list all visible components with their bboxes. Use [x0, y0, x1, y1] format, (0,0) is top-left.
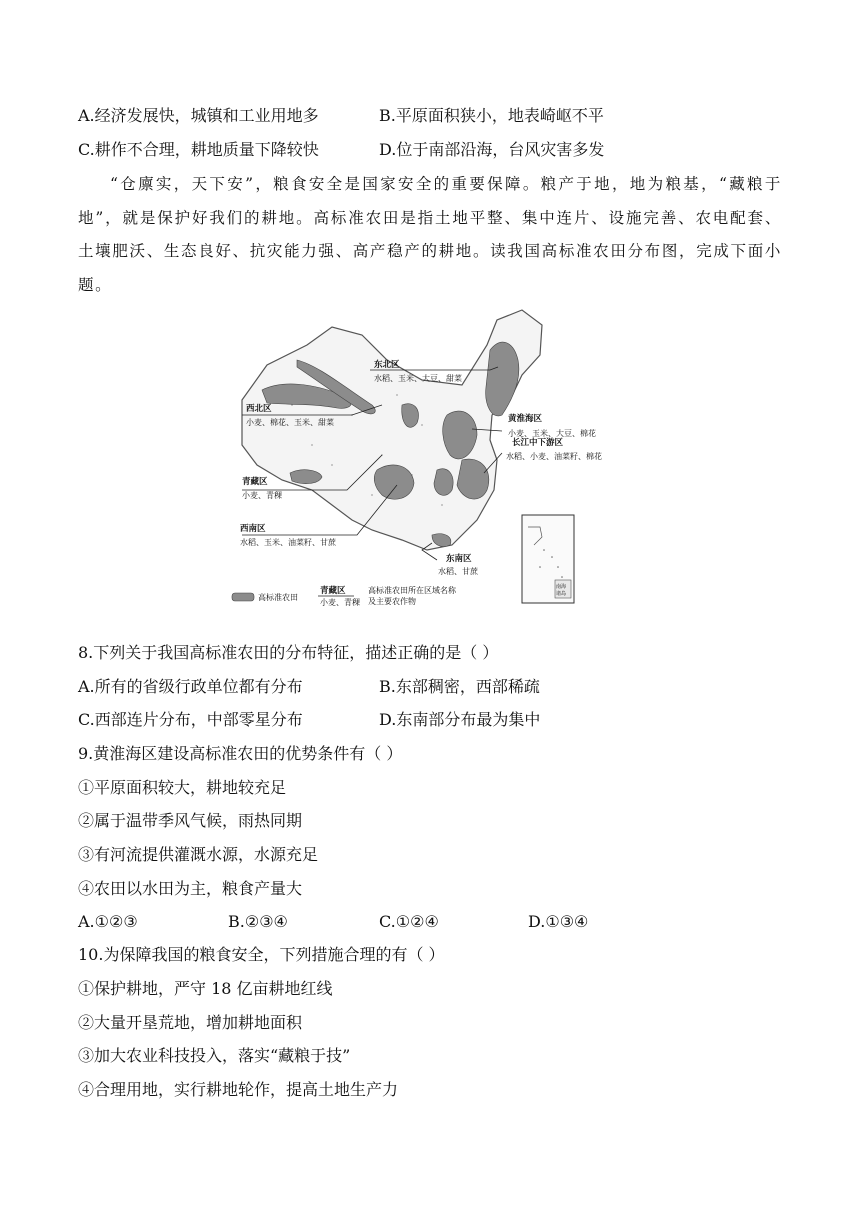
q9-option-a: A.①②③ — [78, 912, 138, 931]
crops-northeast: 水稻、玉米、大豆、甜菜 — [374, 374, 462, 383]
label-southwest: 西南区 — [240, 524, 266, 534]
q9-item-2: ②属于温带季风气候，雨热同期 — [78, 811, 303, 830]
q7-option-a: A.经济发展快，城镇和工业用地多 — [78, 106, 319, 125]
q9-option-d: D.①③④ — [528, 912, 589, 931]
q8-stem: 8.下列关于我国高标准农田的分布特征，描述正确的是（ ） — [78, 643, 499, 662]
legend-example-name: 青藏区 — [320, 586, 346, 596]
legend-explain-1: 高标准农田所在区域名称 — [368, 586, 456, 595]
farmland-tibet — [290, 470, 322, 484]
inset-label-2: 诸岛 — [556, 591, 567, 597]
crops-huanghuai: 小麦、玉米、大豆、棉花 — [508, 429, 596, 438]
crops-qingzang: 小麦、青稞 — [242, 491, 282, 500]
legend-example-crops: 小麦、青稞 — [320, 598, 360, 607]
farmland-map — [222, 305, 612, 610]
label-huanghuai: 黄淮海区 — [508, 414, 543, 424]
crops-southwest: 水稻、玉米、油菜籽、甘蔗 — [240, 538, 336, 547]
q10-item-2: ②大量开垦荒地，增加耕地面积 — [78, 1013, 303, 1032]
q10-item-1: ①保护耕地，严守 18 亿亩耕地红线 — [78, 979, 333, 998]
legend-explain-2: 及主要农作物 — [368, 597, 416, 606]
legend-swatch-label: 高标准农田 — [258, 593, 298, 602]
farmland-northeast — [486, 342, 519, 416]
label-yangtze: 长江中下游区 — [512, 438, 564, 448]
label-southeast: 东南区 — [446, 554, 472, 564]
q8-option-a: A.所有的省级行政单位都有分布 — [78, 677, 303, 696]
crops-northwest: 小麦、棉花、玉米、甜菜 — [246, 418, 334, 427]
q10-item-3: ③加大农业科技投入，落实“藏粮于技” — [78, 1046, 351, 1065]
legend-swatch — [232, 593, 254, 601]
label-northwest: 西北区 — [246, 404, 272, 414]
label-qingzang: 青藏区 — [242, 477, 268, 487]
inset-label-1: 南海 — [556, 584, 567, 590]
q7-option-c: C.耕作不合理，耕地质量下降较快 — [78, 140, 319, 159]
q9-item-4: ④农田以水田为主，粮食产量大 — [78, 879, 303, 898]
q10-item-4: ④合理用地，实行耕地轮作，提高土地生产力 — [78, 1080, 399, 1099]
q9-option-c: C.①②④ — [379, 912, 439, 931]
q7-option-b: B.平原面积狭小，地表崎岖不平 — [379, 106, 604, 125]
q7-option-d: D.位于南部沿海，台风灾害多发 — [379, 140, 605, 159]
crops-yangtze: 水稻、小麦、油菜籽、棉花 — [506, 452, 602, 461]
q8-option-b: B.东部稠密，西部稀疏 — [379, 677, 540, 696]
reading-passage: “仓廪实，天下安”，粮食安全是国家安全的重要保障。粮产于地，地为粮基，“藏粮于地”，就是保护好我们的耕地。高标准农田是指土地平整、集中连片、设施完善、农电配套、土壤肥沃、生态良好、抗灾能力强、高产稳产的耕地。读我国高标准农田分布图，完成下面小题。 — [78, 175, 782, 294]
q9-option-b: B.②③④ — [228, 912, 288, 931]
farmland-central — [434, 469, 453, 496]
crops-southeast: 水稻、甘蔗 — [438, 567, 478, 576]
q10-stem: 10.为保障我国的粮食安全，下列措施合理的有（ ） — [78, 945, 445, 964]
q9-item-3: ③有河流提供灌溉水源，水源充足 — [78, 845, 319, 864]
q9-item-1: ①平原面积较大，耕地较充足 — [78, 778, 287, 797]
label-northeast: 东北区 — [374, 360, 400, 370]
q9-stem: 9.黄淮海区建设高标准农田的优势条件有（ ） — [78, 744, 403, 763]
q8-option-c: C.西部连片分布，中部零星分布 — [78, 710, 303, 729]
q8-option-d: D.东南部分布最为集中 — [379, 710, 541, 729]
